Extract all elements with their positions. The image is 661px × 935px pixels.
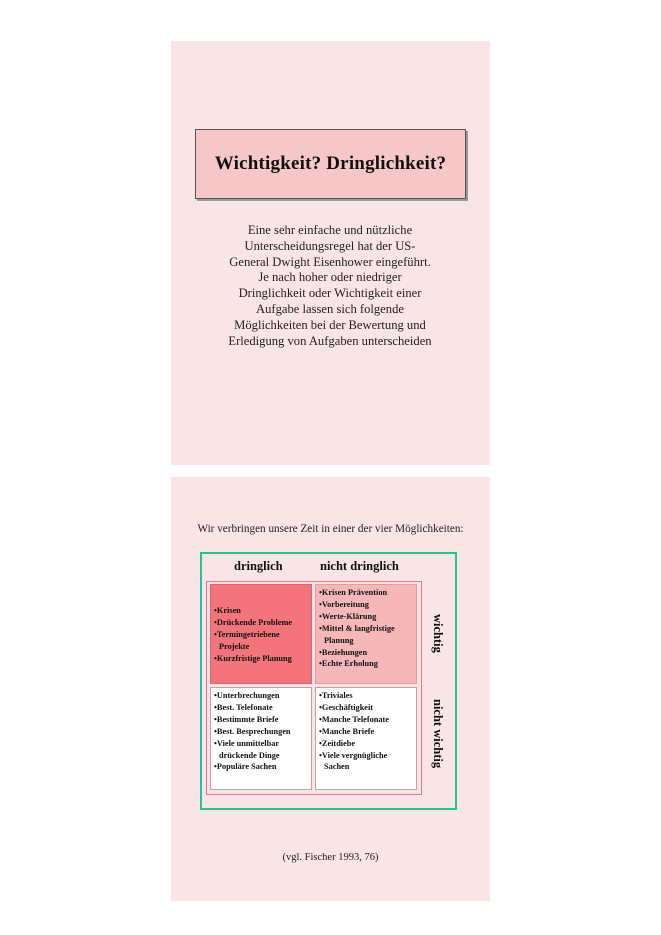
intro-line: Erledigung von Aufgaben unterscheiden	[228, 333, 432, 348]
list-item: • Beziehungen	[319, 647, 416, 659]
list-item: • Manche Telefonate	[319, 714, 416, 726]
list-item: • Zeitdiebe	[319, 738, 416, 750]
list-item: drückende Dinge	[219, 750, 280, 760]
row-header-nicht-wichtig: nicht wichtig	[431, 699, 445, 769]
intro-text	[197, 223, 463, 349]
slide-2	[171, 477, 490, 901]
column-header-dringlich: dringlich	[234, 559, 283, 573]
quadrant-not-urgent-important	[315, 584, 417, 684]
list-item: Planung	[324, 635, 354, 645]
list-item: • Echte Erholung	[319, 658, 416, 670]
list-item: • Best. Besprechungen	[214, 726, 311, 738]
list-item: • Geschäftigkeit	[319, 702, 416, 714]
list-item: • Manche Briefe	[319, 726, 416, 738]
quadrant-urgent-important	[210, 584, 312, 684]
list-item: • Unterbrechungen	[214, 690, 311, 702]
row-header-wichtig: wichtig	[431, 614, 445, 653]
list-item: • Mittel & langfristige	[319, 623, 416, 635]
list-item: • Viele vergnügliche	[319, 750, 416, 762]
intro-line: General Dwight Eisenhower eingeführt.	[229, 254, 431, 269]
citation: (vgl. Fischer 1993, 76)	[282, 852, 379, 863]
list-item: • Vorbereitung	[319, 599, 416, 611]
slide-1	[171, 41, 490, 465]
intro-line: Eine sehr einfache und nützliche	[247, 223, 413, 237]
list-item: • Bestimmte Briefe	[214, 714, 311, 726]
intro-line: Unterscheidungsregel hat der US-	[244, 238, 416, 253]
list-item: • Krisen Prävention	[319, 587, 416, 599]
intro-line: Dringlichkeit oder Wichtigkeit einer	[238, 286, 422, 301]
list-item: • Populäre Sachen	[214, 761, 311, 773]
intro-line: Aufgabe lassen sich folgende	[256, 301, 404, 316]
quadrant-not-urgent-not-important	[315, 687, 417, 790]
list-item: Projekte	[219, 641, 250, 651]
slide-2-title: Wir verbringen unsere Zeit in einer der vier Möglichkeiten:	[197, 523, 464, 535]
list-item: • Best. Telefonate	[214, 702, 311, 714]
intro-line: Je nach hoher oder niedriger	[258, 270, 402, 285]
list-item: • Viele unmittelbar	[214, 738, 311, 750]
list-item: • Drückende Probleme	[214, 617, 311, 629]
quadrant-urgent-not-important	[210, 687, 312, 790]
list-item: Sachen	[324, 762, 350, 772]
list-item: • Krisen	[214, 605, 311, 617]
list-item: • Kurzfristige Planung	[214, 653, 311, 665]
intro-line: Möglichkeiten bei der Bewertung und	[234, 317, 426, 332]
slide-1-title: Wichtigkeit? Dringlichkeit?	[195, 129, 466, 199]
list-item: • Werte-Klärung	[319, 611, 416, 623]
column-header-nicht-dringlich: nicht dringlich	[320, 559, 399, 573]
list-item: • Triviales	[319, 690, 416, 702]
list-item: • Termingetriebene	[214, 629, 311, 641]
